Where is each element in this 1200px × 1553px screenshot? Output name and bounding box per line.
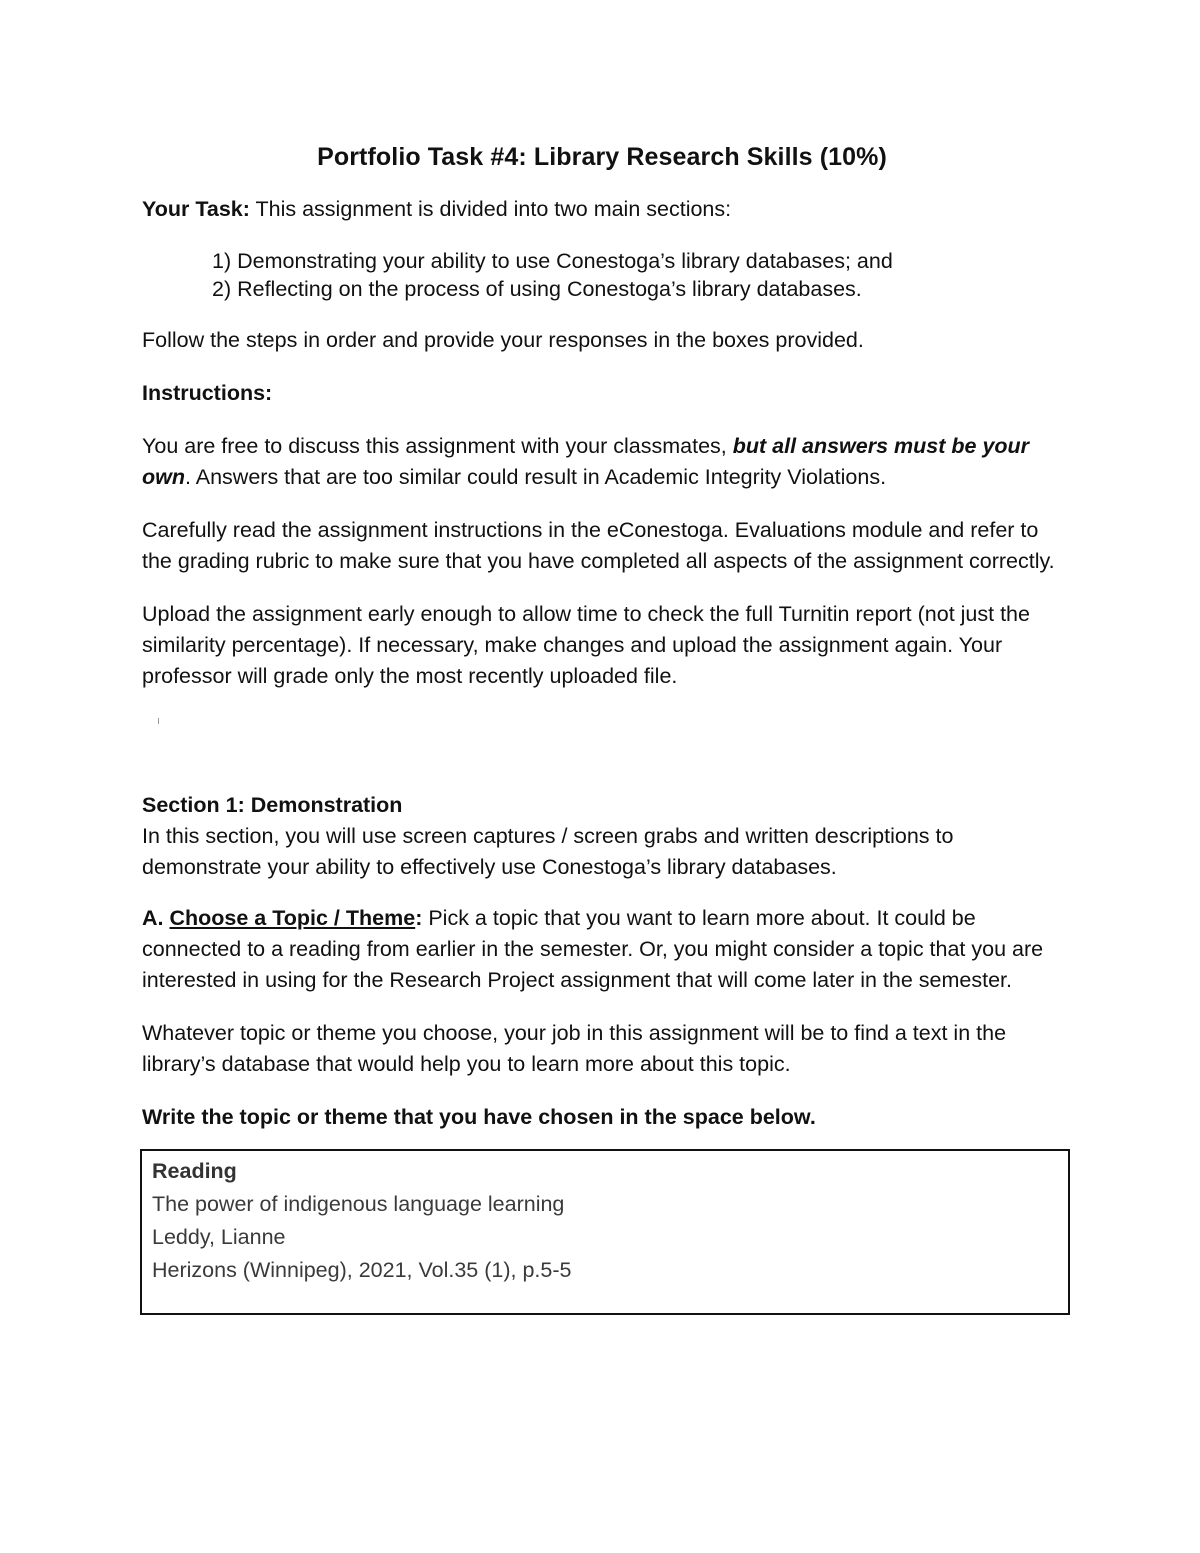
task-paragraph (142, 194, 1062, 225)
part-a-text: Pick a topic that you want to learn more about. It could be connected to a reading from earlier in the semester. Or, you might consider a topic that you are interested in using for the Research Project assignment that will come later in the semester. (142, 906, 1044, 992)
integrity-text-end: . Answers that are too similar could result in Academic Integrity Violations. (185, 465, 887, 489)
response-heading: Reading (152, 1159, 237, 1183)
task-text: This assignment is divided into two main sections: (249, 197, 732, 221)
response-line: Leddy, Lianne (152, 1225, 286, 1249)
section1-intro: In this section, you will use screen captures / screen grabs and written descriptions to demonstrate your ability to effectively use Conestoga’s library databases. (142, 824, 954, 879)
write-prompt: Write the topic or theme that you have chosen in the space below. (142, 1105, 816, 1129)
part-a-label: Choose a Topic / Theme (169, 906, 416, 930)
section1-heading: Section 1: Demonstration (142, 793, 403, 817)
document-title: Portfolio Task #4: Library Research Skills (10%) (317, 143, 887, 171)
list-item: 2) Reflecting on the process of using Conestoga’s library databases. (212, 277, 862, 301)
integrity-paragraph (142, 431, 1062, 493)
upload-paragraph: Upload the assignment early enough to allow time to check the full Turnitin report (not just the similarity percentage). If necessary, make changes and upload the assignment again. Your professor will grade only the most recently uploaded file. (142, 602, 1030, 688)
instructions-heading: Instructions: (142, 381, 273, 405)
document-page (142, 140, 1062, 1315)
follow-steps-paragraph: Follow the steps in order and provide your responses in the boxes provided. (142, 328, 864, 352)
whatever-paragraph: Whatever topic or theme you choose, your job in this assignment will be to find a text in the library’s database that would help you to learn more about this topic. (142, 1021, 1007, 1076)
integrity-emphasis: but all answers must be your own (142, 434, 1030, 489)
part-a-paragraph (142, 903, 1062, 996)
part-a-colon: : (415, 906, 423, 930)
topic-response-box[interactable] (140, 1149, 1070, 1315)
steps-list (142, 247, 1062, 303)
list-item: 1) Demonstrating your ability to use Conestoga’s library databases; and (212, 249, 893, 273)
rubric-paragraph: Carefully read the assignment instructions in the eConestoga. Evaluations module and refer to the grading rubric to make sure that you have completed all aspects of the assignment correctly. (142, 518, 1055, 573)
response-line: Herizons (Winnipeg), 2021, Vol.35 (1), p.5-5 (152, 1258, 572, 1282)
stray-mark (158, 718, 159, 724)
page-spacer (142, 692, 1062, 790)
integrity-text-start: You are free to discuss this assignment with your classmates, (142, 434, 733, 458)
response-line: The power of indigenous language learning (152, 1192, 565, 1216)
part-a-prefix: A. (142, 906, 170, 930)
task-label: Your Task: (142, 197, 250, 221)
